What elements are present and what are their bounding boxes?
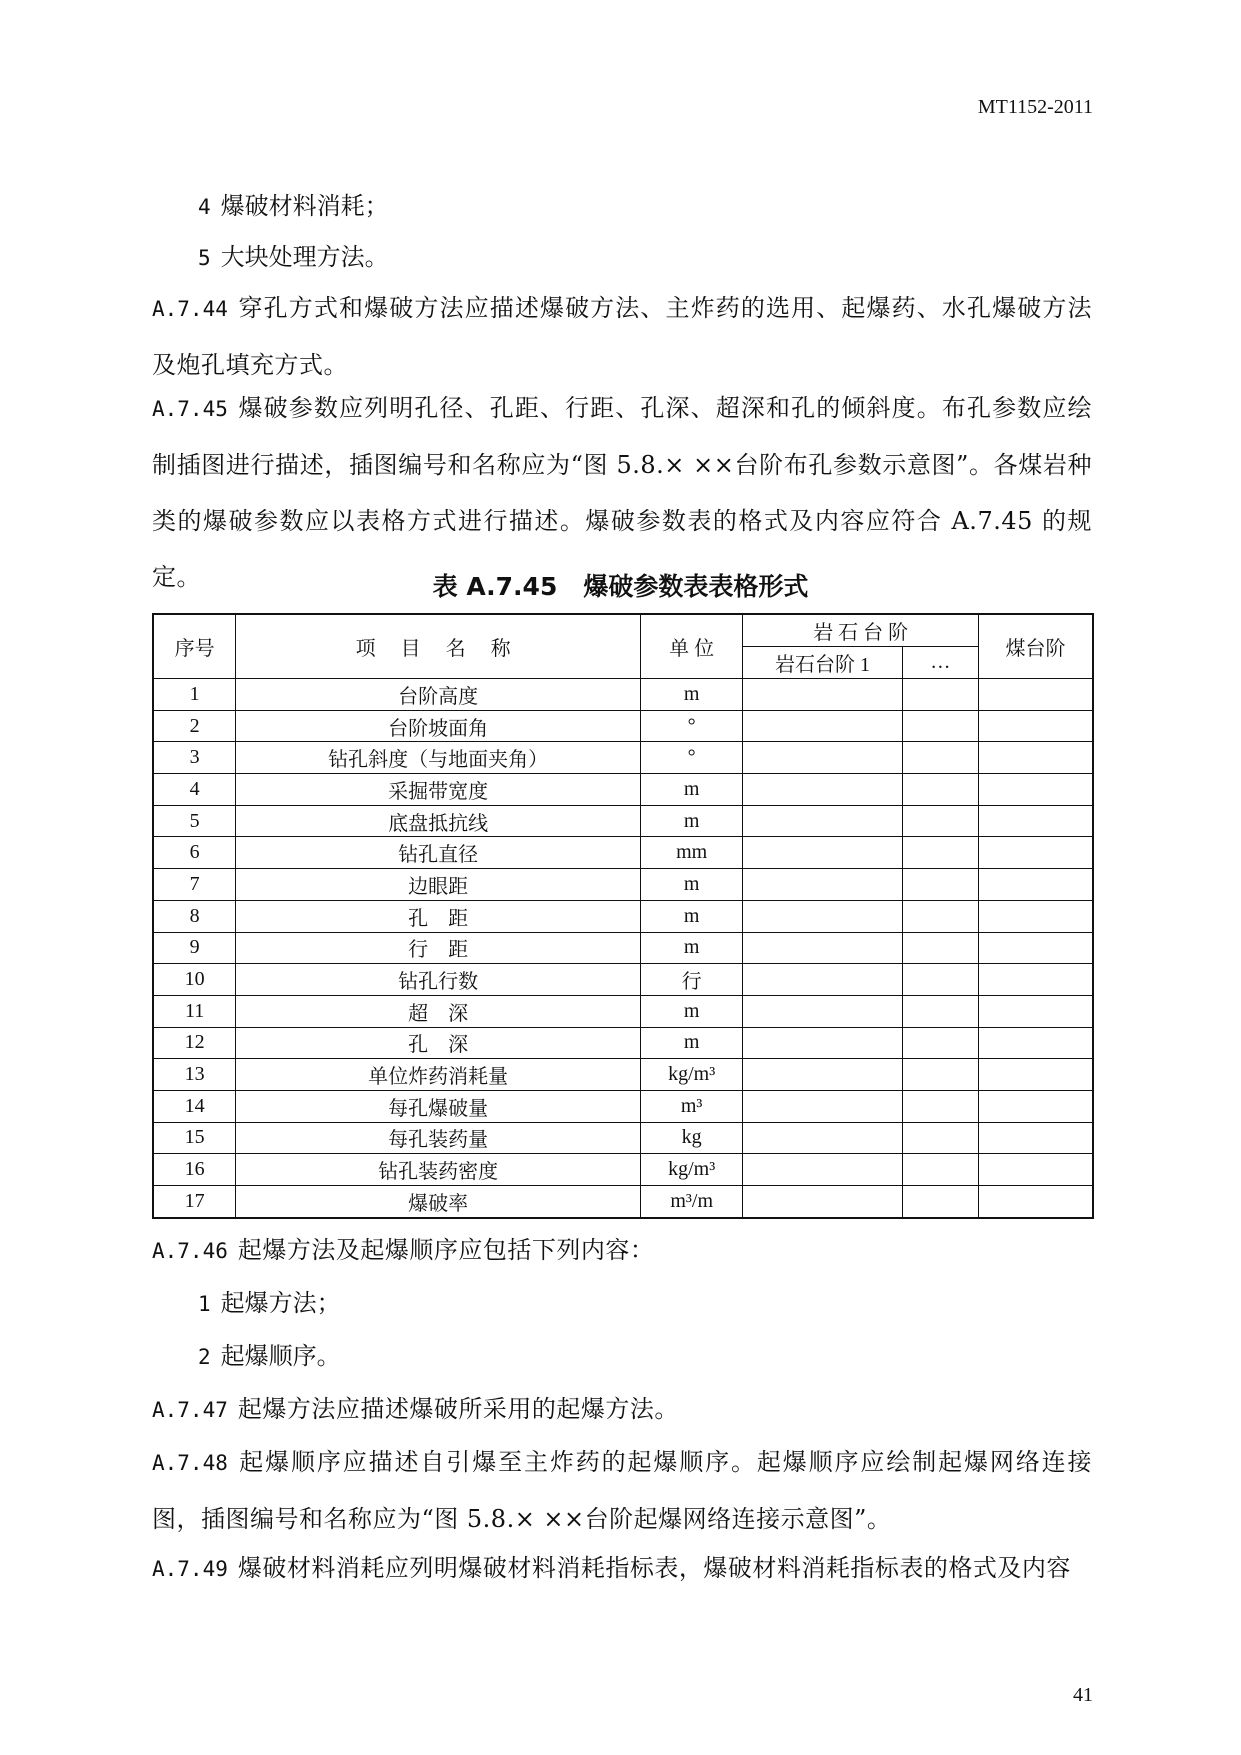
header-rock-bench-group: 岩 石 台 阶 [743,614,979,647]
header-no: 序号 [153,614,236,679]
row-coal-bench-cell [979,995,1093,1027]
clause-text: 穿孔方式和爆破方法应描述爆破方法、主炸药的选用、起爆药、水孔爆破方法及炮孔填充方式。 [152,294,1092,379]
row-coal-bench-cell [979,869,1093,901]
clause-a747 [152,1381,1092,1438]
table-row [153,1186,1093,1218]
row-rock-bench-1-cell [743,837,902,869]
row-unit-cell: m [640,932,742,964]
table-caption-title: 爆破参数表表格形式 [583,572,809,601]
row-item-name-cell: 孔 距 [236,900,641,932]
row-coal-bench-cell [979,679,1093,711]
table-row [153,1059,1093,1091]
row-number-cell: 11 [153,995,236,1027]
row-rock-bench-1-cell [743,679,902,711]
row-item-name-cell: 每孔装药量 [236,1122,641,1154]
clause-number: A.7.46 [152,1239,228,1263]
row-coal-bench-cell [979,1090,1093,1122]
row-coal-bench-cell [979,932,1093,964]
row-number-cell: 16 [153,1154,236,1186]
row-item-name-cell: 孔 深 [236,1027,641,1059]
row-coal-bench-cell [979,1027,1093,1059]
table-row [153,742,1093,774]
row-rock-bench-more-cell [902,1122,978,1154]
item-text: 起爆方法； [220,1289,341,1317]
row-rock-bench-1-cell [743,964,902,996]
list-item [198,229,389,286]
table-row [153,995,1093,1027]
row-number-cell: 4 [153,774,236,806]
row-coal-bench-cell [979,710,1093,742]
row-unit-cell: m [640,774,742,806]
row-unit-cell: kg/m³ [640,1059,742,1091]
table-row [153,837,1093,869]
clause-number: A.7.45 [152,397,228,421]
row-item-name-cell: 超 深 [236,995,641,1027]
header-rock-bench-1: 岩石台阶 1 [743,647,902,679]
clause-text: 起爆方法应描述爆破所采用的起爆方法。 [237,1395,679,1423]
header-unit: 单 位 [640,614,742,679]
page-number: 41 [1073,1684,1093,1706]
clause-a749 [152,1540,1092,1597]
row-rock-bench-more-cell [902,964,978,996]
row-unit-cell: kg/m³ [640,1154,742,1186]
row-rock-bench-more-cell [902,1154,978,1186]
row-rock-bench-1-cell [743,774,902,806]
row-number-cell: 3 [153,742,236,774]
item-text: 爆破材料消耗； [220,192,389,220]
row-number-cell: 12 [153,1027,236,1059]
row-rock-bench-more-cell [902,710,978,742]
row-number-cell: 14 [153,1090,236,1122]
row-rock-bench-1-cell [743,1154,902,1186]
row-coal-bench-cell [979,1154,1093,1186]
row-rock-bench-1-cell [743,900,902,932]
row-item-name-cell: 台阶坡面角 [236,710,641,742]
table-row [153,710,1093,742]
table-row [153,1090,1093,1122]
header-rock-bench-more: … [902,647,978,679]
row-number-cell: 9 [153,932,236,964]
row-number-cell: 13 [153,1059,236,1091]
row-rock-bench-1-cell [743,1090,902,1122]
clause-number: A.7.48 [152,1451,228,1475]
table-row [153,1154,1093,1186]
row-unit-cell: m [640,869,742,901]
row-coal-bench-cell [979,837,1093,869]
row-number-cell: 7 [153,869,236,901]
clause-number: A.7.47 [152,1398,228,1422]
list-item [198,1275,341,1332]
row-unit-cell: m³/m [640,1186,742,1218]
row-coal-bench-cell [979,900,1093,932]
row-unit-cell: ° [640,710,742,742]
row-rock-bench-more-cell [902,679,978,711]
item-number: 1 [198,1292,211,1316]
row-rock-bench-1-cell [743,1059,902,1091]
row-rock-bench-1-cell [743,742,902,774]
item-number: 5 [198,246,211,270]
table-row [153,1122,1093,1154]
row-rock-bench-more-cell [902,742,978,774]
clause-number: A.7.49 [152,1557,228,1581]
table-row [153,900,1093,932]
row-item-name-cell: 台阶高度 [236,679,641,711]
table-row [153,869,1093,901]
row-item-name-cell: 边眼距 [236,869,641,901]
row-rock-bench-more-cell [902,869,978,901]
table-row [153,805,1093,837]
item-number: 2 [198,1345,211,1369]
row-item-name-cell: 单位炸药消耗量 [236,1059,641,1091]
row-number-cell: 6 [153,837,236,869]
row-rock-bench-1-cell [743,1122,902,1154]
row-coal-bench-cell [979,774,1093,806]
row-item-name-cell: 每孔爆破量 [236,1090,641,1122]
row-item-name-cell: 行 距 [236,932,641,964]
row-rock-bench-1-cell [743,995,902,1027]
header-coal-bench: 煤台阶 [979,614,1093,679]
row-item-name-cell: 钻孔斜度（与地面夹角） [236,742,641,774]
row-unit-cell: m [640,995,742,1027]
row-rock-bench-more-cell [902,837,978,869]
clause-text: 爆破材料消耗应列明爆破材料消耗指标表，爆破材料消耗指标表的格式及内容 [237,1554,1071,1582]
row-number-cell: 10 [153,964,236,996]
clause-a746 [152,1222,1092,1279]
row-unit-cell: m [640,805,742,837]
row-coal-bench-cell [979,1059,1093,1091]
row-unit-cell: m [640,679,742,711]
row-rock-bench-more-cell [902,932,978,964]
list-item [198,178,389,235]
row-number-cell: 8 [153,900,236,932]
clause-a744 [152,280,1092,393]
row-rock-bench-1-cell [743,710,902,742]
row-rock-bench-1-cell [743,932,902,964]
clause-text: 爆破参数应列明孔径、孔距、行距、孔深、超深和孔的倾斜度。布孔参数应绘制插图进行描述，插图编号和名称应为“图 5.8.× ××台阶布孔参数示意图”。各煤岩种类的爆破参数应以表格方式进行描述。爆破参数表的格式及内容应符合 A.7.45 的规定。 [152,394,1092,591]
row-number-cell: 5 [153,805,236,837]
clause-number: A.7.44 [152,297,228,321]
blasting-parameters-table [152,613,1094,1219]
table-row [153,679,1093,711]
doc-code-header: MT1152-2011 [977,96,1093,118]
row-rock-bench-1-cell [743,1027,902,1059]
row-rock-bench-1-cell [743,805,902,837]
table-row [153,1027,1093,1059]
item-number: 4 [198,195,211,219]
row-number-cell: 1 [153,679,236,711]
row-item-name-cell: 采掘带宽度 [236,774,641,806]
row-unit-cell: ° [640,742,742,774]
table-row [153,932,1093,964]
row-unit-cell: kg [640,1122,742,1154]
row-rock-bench-more-cell [902,774,978,806]
row-number-cell: 2 [153,710,236,742]
table-row [153,774,1093,806]
row-item-name-cell: 底盘抵抗线 [236,805,641,837]
row-coal-bench-cell [979,1186,1093,1218]
row-rock-bench-1-cell [743,1186,902,1218]
row-rock-bench-more-cell [902,995,978,1027]
row-rock-bench-more-cell [902,1186,978,1218]
row-number-cell: 15 [153,1122,236,1154]
table-row [153,964,1093,996]
row-unit-cell: mm [640,837,742,869]
row-number-cell: 17 [153,1186,236,1218]
row-rock-bench-more-cell [902,805,978,837]
row-rock-bench-1-cell [743,869,902,901]
row-rock-bench-more-cell [902,1090,978,1122]
row-item-name-cell: 钻孔行数 [236,964,641,996]
clause-text: 起爆顺序应描述自引爆至主炸药的起爆顺序。起爆顺序应绘制起爆网络连接图，插图编号和名称应为“图 5.8.× ××台阶起爆网络连接示意图”。 [152,1448,1092,1533]
row-item-name-cell: 钻孔装药密度 [236,1154,641,1186]
row-coal-bench-cell [979,805,1093,837]
row-item-name-cell: 钻孔直径 [236,837,641,869]
item-text: 起爆顺序。 [220,1342,341,1370]
row-item-name-cell: 爆破率 [236,1186,641,1218]
clause-a748 [152,1434,1092,1547]
list-item [198,1328,341,1385]
header-item-name: 项 目 名 称 [236,614,641,679]
row-unit-cell: m [640,900,742,932]
table-caption [0,567,1241,603]
item-text: 大块处理方法。 [220,243,389,271]
row-unit-cell: m³ [640,1090,742,1122]
row-coal-bench-cell [979,1122,1093,1154]
clause-text: 起爆方法及起爆顺序应包括下列内容： [237,1236,655,1264]
row-unit-cell: 行 [640,964,742,996]
row-rock-bench-more-cell [902,1027,978,1059]
row-coal-bench-cell [979,742,1093,774]
table-body [153,679,1093,1218]
row-rock-bench-more-cell [902,900,978,932]
row-coal-bench-cell [979,964,1093,996]
row-unit-cell: m [640,1027,742,1059]
row-rock-bench-more-cell [902,1059,978,1091]
table-caption-number: 表 A.7.45 [432,572,558,601]
